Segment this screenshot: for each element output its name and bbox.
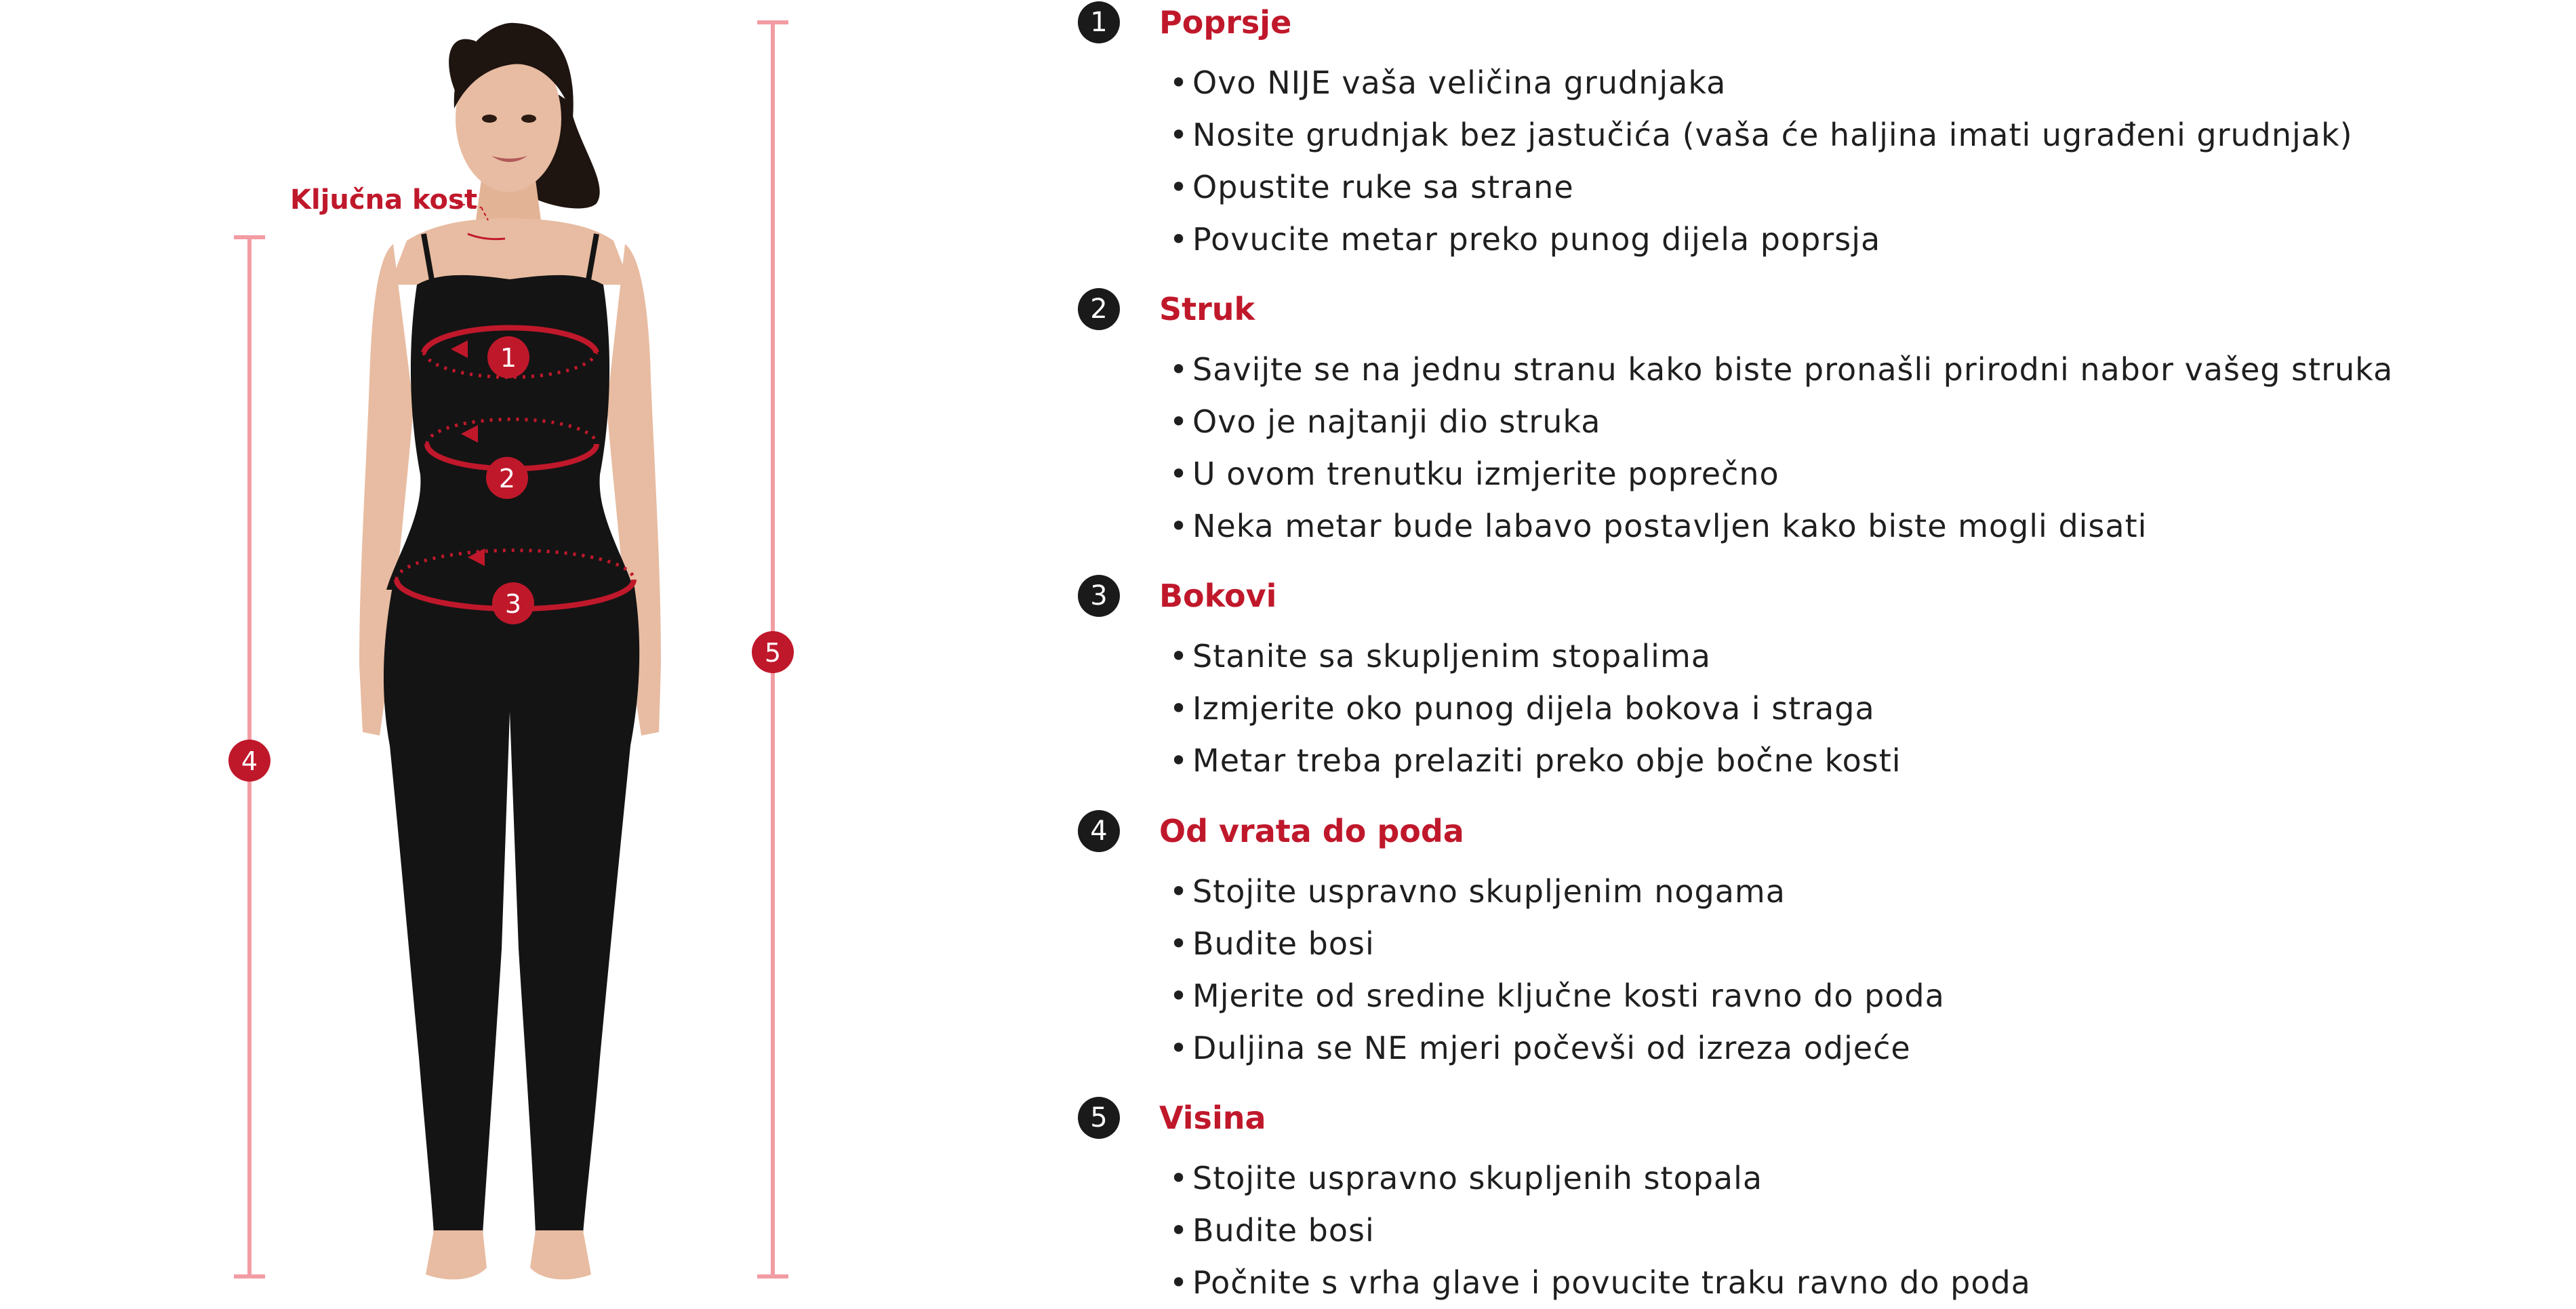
list-item: • Ovo je najtanji dio struka: [1169, 403, 1601, 440]
marker-3: [492, 582, 534, 624]
svg-text:5: 5: [764, 638, 782, 668]
list-item: • Stojite uspravno skupljenih stopala: [1169, 1160, 1763, 1196]
marker-1: [487, 336, 529, 378]
list-item: • Nosite grudnjak bez jastučića (vaša će haljina imati ugrađeni grudnjak): [1169, 117, 2353, 153]
svg-text:3: 3: [504, 589, 522, 619]
measurement-figure: [0, 0, 854, 1295]
section-title: Poprsje: [1159, 4, 1292, 41]
section-number-badge: 2: [1078, 288, 1120, 330]
list-item: • Budite bosi: [1169, 925, 1375, 962]
section-list: [1169, 866, 1945, 1074]
marker-4: [228, 740, 270, 782]
svg-text:4: 4: [241, 746, 258, 776]
section-number-badge: 3: [1078, 575, 1120, 617]
section-list: [1169, 630, 1901, 787]
section-title: Od vrata do poda: [1159, 813, 1464, 849]
section-list: [1169, 57, 2353, 266]
list-item: • Ovo NIJE vaša veličina grudnjaka: [1169, 64, 1727, 101]
svg-text:2: 2: [498, 464, 516, 494]
list-item: • Savijte se na jednu stranu kako biste pronašli prirodni nabor vašeg struka: [1169, 351, 2394, 388]
section-title: Visina: [1159, 1100, 1266, 1136]
section-number-badge: 4: [1078, 810, 1120, 852]
section-list: [1169, 1152, 2031, 1309]
list-item: • U ovom trenutku izmjerite poprečno: [1169, 456, 1779, 492]
section-number-badge: 1: [1078, 1, 1120, 43]
section-title: Bokovi: [1159, 578, 1277, 614]
list-item: • Stojite uspravno skupljenim nogama: [1169, 873, 1786, 910]
instructions-panel: [1078, 0, 2556, 1301]
list-item: • Povucite metar preko punog dijela poprsja: [1169, 221, 1881, 258]
list-item: • Mjerite od sredine ključne kosti ravno do poda: [1169, 978, 1945, 1014]
clavicle-label: Ključna kost: [290, 184, 477, 216]
model-illustration: [0, 0, 854, 1295]
marker-2: [486, 457, 528, 499]
svg-text:1: 1: [500, 343, 517, 373]
marker-5: [752, 631, 794, 673]
list-item: • Neka metar bude labavo postavljen kako biste mogli disati: [1169, 508, 2148, 544]
list-item: • Počnite s vrha glave i povucite traku ravno do poda: [1169, 1264, 2031, 1301]
list-item: • Budite bosi: [1169, 1212, 1375, 1249]
list-item: • Duljina se NE mjeri počevši od izreza odjeće: [1169, 1030, 1911, 1066]
list-item: • Stanite sa skupljenim stopalima: [1169, 638, 1711, 674]
list-item: • Opustite ruke sa strane: [1169, 169, 1574, 205]
section-number-badge: 5: [1078, 1097, 1120, 1139]
section-list: [1169, 344, 2393, 552]
list-item: • Izmjerite oko punog dijela bokova i straga: [1169, 690, 1875, 727]
list-item: • Metar treba prelaziti preko obje bočne kosti: [1169, 742, 1901, 779]
section-title: Struk: [1159, 291, 1255, 327]
